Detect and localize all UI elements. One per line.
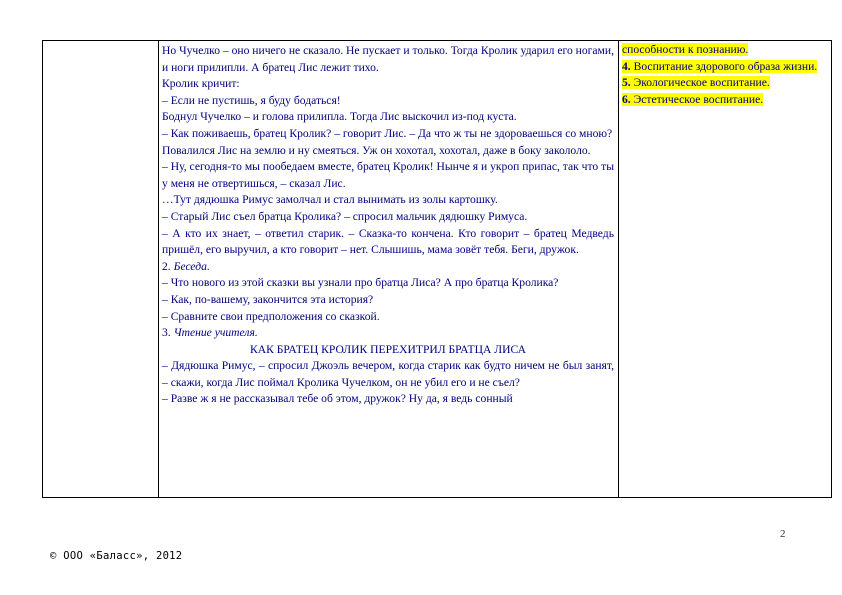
story-title: КАК БРАТЕЦ КРОЛИК ПЕРЕХИТРИЛ БРАТЦА ЛИСА (250, 342, 526, 356)
section-title: Чтение учителя. (173, 326, 258, 340)
text-paragraph: Но Чучелко – оно ничего не сказало. Не пускает и только. Тогда Кролик ударил его ногами, и ноги прилипли. А братец Лис лежит тихо. (162, 44, 614, 74)
column-divider (618, 41, 619, 497)
column-divider (158, 41, 159, 497)
question-item: – Сравните свои предположения со сказкой. (162, 309, 380, 323)
text-paragraph: Кролик кричит: (162, 77, 240, 91)
text-paragraph: Повалился Лис на землю и ну смеяться. Уж он хохотал, хохотал, даже в боку закололо. (162, 143, 591, 157)
highlight (622, 76, 770, 89)
story-paragraph: – Дядюшка Римус, – спросил Джоэль вечером, когда старик как будто ничем не был занят, – скажи, когда Лис поймал Кролика Чучелком, он не убил его и не съел? (162, 359, 614, 389)
goal-number: 5. (622, 76, 631, 90)
page-number: 2 (780, 528, 786, 540)
goal-text: Эстетическое воспитание. (633, 92, 764, 106)
lesson-table (42, 40, 832, 498)
highlight (622, 60, 817, 73)
goal-continuation (622, 42, 822, 59)
goals-column (622, 42, 822, 108)
section-heading-conversation (162, 259, 614, 276)
lesson-text-column (162, 43, 614, 408)
goal-text: Воспитание здорового образа жизни. (633, 59, 818, 73)
question-item: – Что нового из этой сказки вы узнали про братца Лиса? А про братца Кролика? (162, 276, 559, 290)
highlight: способности к познанию. (622, 43, 749, 56)
goal-number: 6. (622, 92, 631, 106)
highlight (622, 93, 763, 106)
goal-text: Экологическое воспитание. (633, 76, 770, 90)
goal-number: 4. (622, 59, 631, 73)
text-paragraph: – Если не пустишь, я буду бодаться! (162, 93, 341, 107)
goal-item-4 (622, 59, 822, 76)
section-number: 3. (162, 326, 171, 340)
section-heading-reading (162, 325, 614, 342)
text-paragraph: – Как поживаешь, братец Кролик? – говорит Лис. – Да что ж ты не здороваешься со мною? (162, 126, 613, 140)
story-paragraph: – Разве ж я не рассказывал тебе об этом, дружок? Ну да, я ведь сонный (162, 392, 513, 406)
text-paragraph: …Тут дядюшка Римус замолчал и стал вынимать из золы картошку. (162, 193, 498, 207)
text-paragraph: – Ну, сегодня-то мы пообедаем вместе, братец Кролик! Нынче я и укроп припас, так что ты у меня не отвертишься, – сказал Лис. (162, 160, 614, 190)
section-title: Беседа. (173, 259, 210, 273)
text-paragraph: – А кто их знает, – ответил старик. – Сказка-то кончена. Кто говорит – братец Медведь пришёл, его выручил, а кто говорит – нет. Слышишь, мама зовёт тебя. Беги, дружок. (162, 226, 614, 257)
goal-item-6 (622, 92, 822, 109)
question-item: – Как, по-вашему, закончится эта история? (162, 292, 374, 306)
text-paragraph: – Старый Лис съел братца Кролика? – спросил мальчик дядюшку Римуса. (162, 209, 528, 223)
goal-item-5 (622, 75, 822, 92)
footer-copyright: © ООО «Баласс», 2012 (50, 550, 183, 562)
text-paragraph: Боднул Чучелко – и голова прилипла. Тогда Лис выскочил из-под куста. (162, 110, 517, 124)
section-number: 2. (162, 259, 171, 273)
